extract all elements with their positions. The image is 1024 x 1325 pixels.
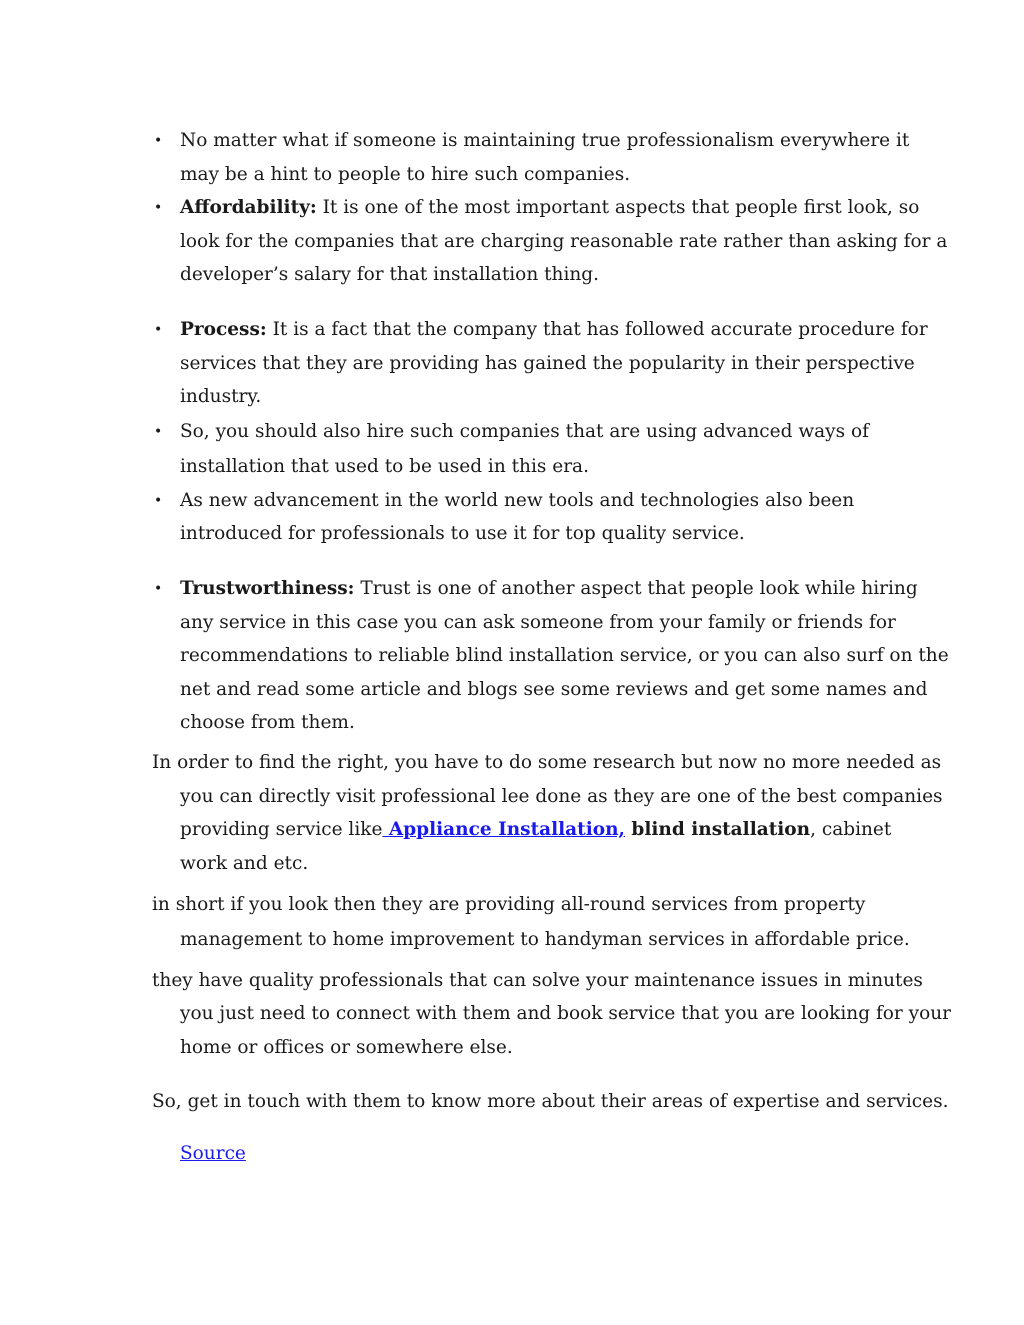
bullet-4-line-1: So, you should also hire such companies that are using advanced ways of <box>180 421 869 442</box>
bullet-3-line-3: industry. <box>180 386 262 407</box>
para-1-line-1: In order to find the right, you have to do some research but now no more needed as <box>152 752 942 773</box>
bullet-5-line-2: introduced for professionals to use it for top quality service. <box>180 523 745 544</box>
bullet-3-line-2: services that they are providing has gained the popularity in their perspective <box>180 353 915 374</box>
bullet-2-line-2: look for the companies that are charging reasonable rate rather than asking for a <box>180 231 948 252</box>
bullet-5-line-1: As new advancement in the world new tools and technologies also been <box>180 490 855 511</box>
para-4: So, get in touch with them to know more about their areas of expertise and services. <box>152 1091 949 1112</box>
bullet-2-heading: Affordability: <box>180 197 317 218</box>
bullet-marker: • <box>154 493 163 509</box>
bullet-marker: • <box>154 424 163 440</box>
bullet-6-heading: Trustworthiness: <box>180 578 355 599</box>
source-line <box>180 1141 246 1167</box>
bullet-3-heading: Process: <box>180 319 267 340</box>
bullet-1-line-1: No matter what if someone is maintaining true professionalism everywhere it <box>180 130 910 151</box>
bullet-1-line-2: may be a hint to people to hire such companies. <box>180 164 631 185</box>
para-3-line-1: they have quality professionals that can solve your maintenance issues in minutes <box>152 970 923 991</box>
bullet-3-text: It is a fact that the company that has followed accurate procedure for <box>266 319 928 340</box>
bullet-6-line-4: net and read some article and blogs see some reviews and get some names and <box>180 679 928 700</box>
para-2-line-2: management to home improvement to handyman services in affordable price. <box>180 929 910 950</box>
bullet-6-line-2: any service in this case you can ask someone from your family or friends for <box>180 612 896 633</box>
para-3-line-2: you just need to connect with them and book service that you are looking for your <box>180 1003 952 1024</box>
bullet-marker: • <box>154 581 163 597</box>
bullet-6-text: Trust is one of another aspect that people look while hiring <box>354 578 918 599</box>
bullet-6-line-1 <box>180 576 918 602</box>
bullet-marker: • <box>154 322 163 338</box>
bullet-2-line-1 <box>180 195 919 221</box>
para-1-line-2: you can directly visit professional lee done as they are one of the best companies <box>180 786 943 807</box>
para-3-line-3: home or offices or somewhere else. <box>180 1037 513 1058</box>
blind-installation-text: blind installation <box>624 819 811 840</box>
bullet-6-line-5: choose from them. <box>180 712 355 733</box>
source-link[interactable]: Source <box>180 1143 246 1164</box>
bullet-marker: • <box>154 200 163 216</box>
bullet-marker: • <box>154 133 163 149</box>
bullet-3-line-1 <box>180 317 928 343</box>
para-1-line-4: work and etc. <box>180 853 309 874</box>
para-1-text-end: , cabinet <box>810 819 892 840</box>
para-1-text: providing service like <box>180 819 383 840</box>
para-1-line-3 <box>180 817 891 843</box>
appliance-installation-link[interactable]: Appliance Installation, <box>382 819 625 840</box>
bullet-4-line-2: installation that used to be used in this era. <box>180 456 589 477</box>
bullet-2-line-3: developer’s salary for that installation thing. <box>180 264 600 285</box>
bullet-6-line-3: recommendations to reliable blind installation service, or you can also surf on the <box>180 645 949 666</box>
bullet-2-text: It is one of the most important aspects that people first look, so <box>316 197 920 218</box>
para-2-line-1: in short if you look then they are providing all-round services from property <box>152 894 866 915</box>
